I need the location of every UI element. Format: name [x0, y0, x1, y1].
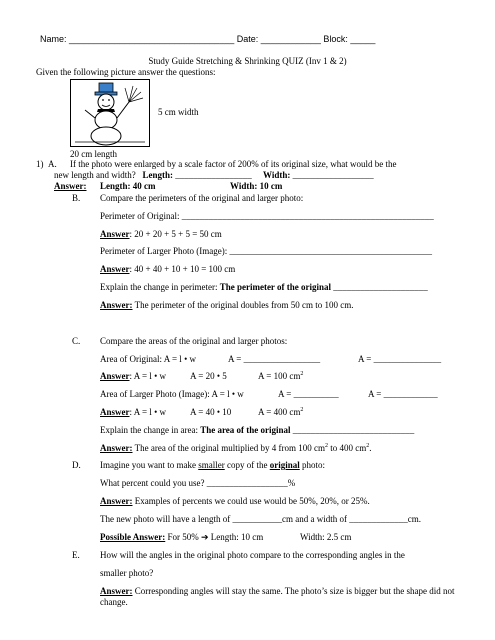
- qB-prompt: Compare the perimeters of the original and larger photo:: [100, 193, 304, 203]
- qC-answer2-calc: A = 40 • 10: [190, 407, 232, 417]
- q1-answer-width: Width: 10 cm: [230, 181, 283, 191]
- q1-length-label: Length:: [142, 170, 173, 180]
- name-blank[interactable]: _________________________________: [69, 34, 235, 44]
- date-blank[interactable]: ____________: [260, 34, 321, 44]
- qC-area-original-blank2[interactable]: A = _______________: [358, 354, 442, 364]
- qD-possible-width: Width: 2.5 cm: [300, 532, 352, 542]
- arrow-right-icon: ➔: [201, 532, 209, 542]
- qD-prompt: Imagine you want to make smaller copy of the original photo:: [100, 460, 326, 470]
- qC-answer2: Answer: A = l • w: [100, 407, 166, 417]
- snowman-icon: [71, 80, 149, 146]
- q1-answer-length: Length: 40 cm: [100, 181, 156, 191]
- qD-possible-answer: Possible Answer: For 50% ➔ Length: 10 cm: [100, 532, 264, 542]
- length-label: 20 cm length: [70, 149, 117, 159]
- qC-prompt: Compare the areas of the original and larger photos:: [100, 336, 288, 346]
- date-label: Date:: [236, 34, 259, 44]
- qD-letter: D.: [72, 460, 81, 470]
- qC-area-original: Area of Original: A = l • w: [100, 354, 196, 364]
- qB-perimeter-original[interactable]: Perimeter of Original: ________________________________________________________: [100, 211, 434, 221]
- qC-explain: Explain the change in area: The area of the original ___________________________: [100, 425, 415, 435]
- qD-answer1: Answer: Examples of percents we could use would be 50%, 20%, or 25%.: [100, 496, 370, 506]
- snowman-photo: [70, 79, 150, 147]
- qB-answer2: Answer: 40 + 40 + 10 + 10 = 100 cm: [100, 264, 236, 274]
- q1-number: 1): [36, 159, 44, 169]
- qB-explain: Explain the change in perimeter: The perimeter of the original _____________________: [100, 282, 428, 292]
- qC-letter: C.: [72, 336, 81, 346]
- block-label: Block:: [323, 34, 348, 44]
- q1-letter: A.: [48, 159, 57, 169]
- qB-explain-blank[interactable]: _____________________: [333, 282, 428, 292]
- qE-prompt-line2: smaller photo?: [100, 568, 154, 578]
- qD-new-photo[interactable]: The new photo will have a length of ___________cm and a width of _____________cm.: [100, 514, 421, 524]
- qB-answer3: Answer: The perimeter of the original doubles from 50 cm to 100 cm.: [100, 300, 354, 310]
- qC-explain-blank[interactable]: ___________________________: [292, 425, 415, 435]
- qE-answer: Answer: Corresponding angles will stay the same. The photo’s size is bigger but the shape did not change.: [100, 586, 455, 607]
- header-line: [40, 34, 375, 44]
- qC-area-original-blank1[interactable]: A = _________________: [228, 354, 321, 364]
- width-label: 5 cm width: [158, 107, 199, 117]
- q1-text-line2: new length and width? Length: _________________ Width: __________________: [54, 170, 374, 180]
- qB-letter: B.: [72, 193, 81, 203]
- q1-text-line1: If the photo were enlarged by a scale factor of 200% of its original size, what would be the: [70, 159, 397, 169]
- qC-answer1-result: A = 100 $cm^2$: [258, 371, 304, 381]
- q1-width-label: Width:: [263, 170, 291, 180]
- q1-width-blank[interactable]: __________________: [292, 170, 374, 180]
- qC-area-larger-blank2[interactable]: A = ____________: [368, 389, 438, 399]
- qE-prompt-line1: How will the angles in the original photo compare to the corresponding angles in the: [100, 550, 405, 560]
- qC-answer1: Answer: A = l • w: [100, 371, 166, 381]
- q1-answer: [54, 181, 156, 191]
- page-title: Study Guide Stretching & Shrinking QUIZ (Inv 1 & 2): [148, 56, 347, 66]
- qD-percent-question[interactable]: What percent could you use? __________________%: [100, 478, 296, 488]
- qE-letter: E.: [72, 550, 80, 560]
- intro-text: Given the following picture answer the questions:: [36, 67, 216, 77]
- qC-answer1-calc: A = 20 • 5: [190, 371, 227, 381]
- qB-answer1: Answer: 20 + 20 + 5 + 5 = 50 cm: [100, 229, 222, 239]
- block-blank[interactable]: _____: [350, 34, 376, 44]
- q1-line1: [36, 159, 57, 169]
- q1-length-blank[interactable]: _________________: [175, 170, 252, 180]
- qC-answer3: Answer: The area of the original multiplied by 4 from 100 $cm^2$ to 400 $cm^2$.: [100, 443, 372, 453]
- qB-perimeter-larger[interactable]: Perimeter of Larger Photo (Image): _____________________________________________: [100, 246, 433, 256]
- qC-answer2-result: A = 400 $cm^2$: [258, 407, 304, 417]
- q1-answer-label: Answer:: [54, 181, 87, 191]
- qC-area-larger: Area of Larger Photo (Image): A = l • w: [100, 389, 244, 399]
- qC-area-larger-blank1[interactable]: A = __________: [278, 389, 339, 399]
- name-label: Name:: [40, 34, 67, 44]
